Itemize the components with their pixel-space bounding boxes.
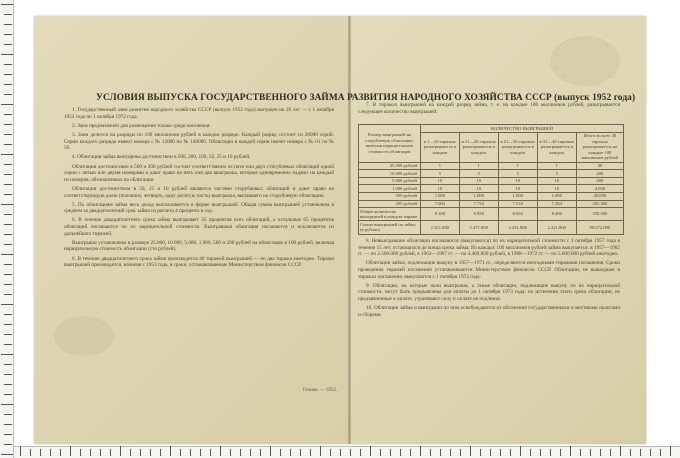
ruler-tick bbox=[1, 104, 13, 105]
table-cell: 1.000 bbox=[459, 192, 498, 200]
ruler-tick bbox=[4, 194, 12, 195]
ruler-tick bbox=[440, 449, 441, 456]
paragraph: 6. В течение двадцатилетнего срока займа выигрывает 35 процентов всех облигаций, а остальные 65 процентов облигаций погашаются по их нарицательной стоимости. Выигравшая облигация погашается и исключается из дальнейших тиражей. bbox=[64, 217, 334, 237]
ruler-tick bbox=[4, 424, 12, 425]
ruler-tick bbox=[4, 414, 12, 415]
ruler-tick bbox=[170, 446, 171, 456]
ruler-tick bbox=[630, 449, 631, 456]
ruler-tick bbox=[1, 204, 13, 205]
ruler-tick bbox=[350, 449, 351, 456]
right-column-text bbox=[358, 238, 620, 321]
table-cell: Общее количество выигрышей в каждом тираже bbox=[359, 208, 421, 221]
ruler-tick bbox=[200, 449, 201, 456]
ruler-tick bbox=[260, 449, 261, 456]
ruler-tick bbox=[610, 449, 611, 456]
ruler-tick bbox=[4, 14, 12, 15]
ruler-tick bbox=[520, 446, 521, 456]
table-row bbox=[359, 200, 624, 208]
ruler-tick bbox=[100, 449, 101, 456]
table-cell: 40 bbox=[576, 162, 623, 170]
ruler-tick bbox=[4, 294, 12, 295]
ruler-tick bbox=[4, 144, 12, 145]
ruler-tick bbox=[270, 446, 271, 456]
ruler-tick bbox=[490, 449, 491, 456]
ruler-tick bbox=[390, 449, 391, 456]
ruler-tick bbox=[660, 449, 661, 456]
ruler-tick bbox=[4, 114, 12, 115]
ruler-tick bbox=[4, 374, 12, 375]
left-column-text bbox=[64, 107, 334, 271]
paper-fold bbox=[348, 16, 351, 444]
ruler-tick bbox=[600, 449, 601, 456]
table-cell: 8.850 bbox=[459, 208, 498, 221]
table-cell: 8.100 bbox=[421, 208, 460, 221]
ruler-tick bbox=[1, 454, 13, 455]
ruler-tick bbox=[4, 34, 12, 35]
table-header-cell: в 11—20 тиражах разыгрывается в каждом bbox=[459, 132, 498, 162]
table-header-cell: в 21—30 тиражах разыгрывается в каждом bbox=[498, 132, 537, 162]
table-cell: 400 bbox=[576, 177, 623, 185]
table-cell: 1 bbox=[459, 162, 498, 170]
paragraph: Облигации займа, подлежащие выкупу в 1957—1971 гг., определяются ежегодными тиражами погашения. Сроки проведения тиражей погашения устанавливаются Министерством финансов СССР. Облигации, не вышедшие в тиражах погашения, выкупаются с 1 октября 1972 года. bbox=[358, 260, 620, 280]
ruler-tick bbox=[320, 446, 321, 456]
ruler-tick bbox=[4, 434, 12, 435]
ruler-tick bbox=[4, 274, 12, 275]
ruler-tick bbox=[640, 449, 641, 456]
ruler-tick bbox=[340, 449, 341, 456]
ruler-tick bbox=[160, 449, 161, 456]
ruler-tick bbox=[4, 394, 12, 395]
table-cell: 40.000 bbox=[576, 192, 623, 200]
table-cell: 10 bbox=[459, 177, 498, 185]
ruler-tick bbox=[540, 449, 541, 456]
ruler-tick bbox=[4, 324, 12, 325]
table-cell: 7.284 bbox=[537, 200, 576, 208]
ruler-tick bbox=[4, 244, 12, 245]
ruler-tick bbox=[480, 449, 481, 456]
paragraph: Выигрыши установлены в размере 25.000, 10.000, 5.000, 1.000, 500 и 200 рублей на облигацию в 100 рублей, включая нарицательную стоимость облигации (сто рублей). bbox=[64, 239, 334, 253]
ruler-tick bbox=[30, 449, 31, 456]
ruler-tick bbox=[20, 446, 21, 456]
ruler-tick bbox=[290, 449, 291, 456]
paragraph: 3. Заем делится на разряды по 100 миллионов рублей в каждом разряде. Каждый разряд состоит из 20000 серий. Серии каждого разряда имеют номера с № 12000 по № 140000. Облигации в каждой серии имеют номера с № 01 по № 50. bbox=[64, 131, 334, 152]
ruler-tick bbox=[4, 214, 12, 215]
ruler-tick bbox=[1, 404, 13, 405]
ruler-tick bbox=[4, 124, 12, 125]
paragraph: Облигации достоинством в 50, 25 и 10 рублей являются частями сторублевых облигаций и дают право на соответствующую долю (половину, четверть, одну десятую часть) выигрыша, выпавшего на сторублевую облигацию. bbox=[64, 185, 334, 199]
table-cell: 7.534 bbox=[498, 200, 537, 208]
prize-table bbox=[358, 124, 624, 235]
table-header-cell: в 31—40 тиражах разыгрывается в каждом bbox=[537, 132, 576, 162]
ruler-tick bbox=[1, 254, 13, 255]
ruler-tick bbox=[570, 446, 571, 456]
ruler-tick bbox=[590, 449, 591, 456]
scan-ruler-bottom bbox=[14, 446, 680, 458]
ruler-tick bbox=[580, 449, 581, 456]
ruler-tick bbox=[4, 84, 12, 85]
table-cell: 1 bbox=[421, 162, 460, 170]
ruler-tick bbox=[60, 449, 61, 456]
ruler-tick bbox=[110, 449, 111, 456]
paragraph: 2. Заем предназначен для размещения только среди населения. bbox=[72, 122, 211, 129]
ruler-tick bbox=[620, 446, 621, 456]
ruler-tick bbox=[4, 384, 12, 385]
ruler-tick bbox=[1, 54, 13, 55]
table-header-cell: в 1—10 тиражах разыгрывается в каждом bbox=[421, 132, 460, 162]
table-cell: 1 bbox=[498, 162, 537, 170]
ruler-tick bbox=[4, 224, 12, 225]
ruler-tick bbox=[140, 449, 141, 456]
table-cell: 2.221.800 bbox=[537, 221, 576, 234]
table-cell: 10 bbox=[498, 185, 537, 193]
ruler-tick bbox=[4, 234, 12, 235]
ruler-tick bbox=[4, 174, 12, 175]
paragraph: Облигации достоинством в 500 и 200 рублей состоят соответственно из пяти или двух стórублевых облигаций одной серии с пятью или двумя номерами и дают право на пять или два выигрыша, которые одновременно падают на каждый из номеров, обозначенных на облигации. bbox=[64, 163, 334, 183]
table-cell: 5 bbox=[537, 170, 576, 178]
ruler-tick bbox=[130, 449, 131, 456]
table-cell: 10 bbox=[498, 177, 537, 185]
table-cell: 10 bbox=[537, 177, 576, 185]
table-cell: 5 bbox=[459, 170, 498, 178]
table-cell: 1.000 bbox=[498, 192, 537, 200]
table-row bbox=[359, 185, 624, 193]
table-cell: 200 рублей bbox=[359, 200, 421, 208]
table-cell: 1.000 bbox=[537, 192, 576, 200]
ruler-tick bbox=[220, 446, 221, 456]
ruler-tick bbox=[240, 449, 241, 456]
ruler-tick bbox=[4, 334, 12, 335]
ruler-tick bbox=[80, 449, 81, 456]
ruler-tick bbox=[70, 446, 71, 456]
table-row bbox=[359, 170, 624, 178]
table-cell: 10 bbox=[459, 185, 498, 193]
table-row bbox=[359, 192, 624, 200]
ruler-tick bbox=[4, 44, 12, 45]
ruler-tick bbox=[4, 134, 12, 135]
table-header-group: КОЛИЧЕСТВО ВЫИГРЫШЕЙ bbox=[421, 125, 624, 133]
table-row bbox=[359, 162, 624, 170]
ruler-tick bbox=[250, 449, 251, 456]
ruler-tick bbox=[50, 449, 51, 456]
table-cell: 305.360 bbox=[576, 200, 623, 208]
ruler-tick bbox=[510, 449, 511, 456]
paragraph: 8. Невыигравшие облигации погашаются (выкупаются) по их нарицательной стоимости с 1 октября 1957 года в течение 15 лет, остающихся до конца срока займа. Из каждых 100 миллионов рублей займа выкупается: в 1957—1962 гг. — по 2.500.000 рублей, в 1963—1967 гг. — по 4.400.000 рублей, в 1968—1972 гг. — по 5.600.000 рублей ежегодно. bbox=[358, 238, 620, 258]
ruler-tick bbox=[300, 449, 301, 456]
paper-stain bbox=[550, 36, 620, 86]
table-cell: 1.000 рублей bbox=[359, 185, 421, 193]
ruler-tick bbox=[280, 449, 281, 456]
table-cell: 4.000 bbox=[576, 185, 623, 193]
ruler-tick bbox=[180, 449, 181, 456]
ruler-tick bbox=[370, 446, 371, 456]
ruler-tick bbox=[230, 449, 231, 456]
ruler-tick bbox=[4, 264, 12, 265]
paragraph: 10. Облигации займа и выигрыши по ним освобождаются от обложения государственными и местными налогами и сборами. bbox=[358, 305, 620, 318]
printer-imprint: Гознак — 1952. bbox=[303, 387, 338, 393]
table-cell: 5 bbox=[421, 170, 460, 178]
table-cell: 2.231.800 bbox=[498, 221, 537, 234]
ruler-tick bbox=[560, 449, 561, 456]
ruler-tick bbox=[650, 449, 651, 456]
paragraph: 7. В тиражах выигрышей на каждый разряд займа, т. е. на каждые 100 миллионов рублей, разыгрывается следующее количество выигрышей: bbox=[358, 102, 620, 115]
table-cell: 10 bbox=[421, 177, 460, 185]
paragraph: 6. В течение двадцатилетнего срока займа производится 40 тиражей выигрышей — по два тиража ежегодно. Тиражи выигрышей производятся, начиная с 1953 года, в сроки, устанавливаемые Министерством финансов СССР. bbox=[64, 255, 334, 269]
ruler-tick bbox=[330, 449, 331, 456]
table-cell: 25.000 рублей bbox=[359, 162, 421, 170]
ruler-tick bbox=[40, 449, 41, 456]
ruler-tick bbox=[430, 449, 431, 456]
ruler-tick bbox=[310, 449, 311, 456]
ruler-tick bbox=[4, 344, 12, 345]
scan-ruler-left bbox=[0, 0, 14, 458]
table-cell: 10 bbox=[421, 185, 460, 193]
ruler-tick bbox=[420, 446, 421, 456]
table-cell: 2.271.800 bbox=[459, 221, 498, 234]
paragraph: 4. Облигации займа выпущены достоинством в 500, 200, 100, 50, 25 и 10 рублей. bbox=[72, 154, 251, 161]
table-cell: Сумма выигрышей по займу (в рублях) bbox=[359, 221, 421, 234]
table-header-cell: Размер выигрышей на сторублевую облигацию, включая нарицательную стоимость облигации bbox=[359, 125, 421, 163]
ruler-tick bbox=[4, 164, 12, 165]
table-cell: 350.000 bbox=[576, 208, 623, 221]
ruler-tick bbox=[4, 314, 12, 315]
ruler-tick bbox=[4, 24, 12, 25]
table-cell: 1.000 bbox=[421, 192, 460, 200]
ruler-tick bbox=[360, 449, 361, 456]
ruler-tick bbox=[550, 449, 551, 456]
table-cell: 8.650 bbox=[498, 208, 537, 221]
ruler-tick bbox=[530, 449, 531, 456]
table-cell: 500 рублей bbox=[359, 192, 421, 200]
ruler-tick bbox=[500, 449, 501, 456]
ruler-tick bbox=[400, 449, 401, 456]
table-cell: 8.400 bbox=[537, 208, 576, 221]
table-cell: 5 bbox=[498, 170, 537, 178]
right-column-intro bbox=[358, 102, 620, 118]
ruler-tick bbox=[120, 446, 121, 456]
ruler-tick bbox=[4, 94, 12, 95]
table-row bbox=[359, 177, 624, 185]
table-cell: 7.084 bbox=[421, 200, 460, 208]
document-title: УСЛОВИЯ ВЫПУСКА ГОСУДАРСТВЕННОГО ЗАЙМА РАЗВИТИЯ НАРОДНОГО ХОЗЯЙСТВА СССР (выпуск 1952 года) bbox=[96, 93, 636, 103]
ruler-tick bbox=[1, 4, 13, 5]
ruler-tick bbox=[1, 154, 13, 155]
paragraph: 1. Государственный заем развития народного хозяйства СССР (выпуск 1952 года) выпущен на 20 лет — с 1 октября 1952 года по 1 октября 1972 года. bbox=[64, 107, 334, 120]
ruler-tick bbox=[1, 354, 13, 355]
paragraph: 9. Облигации, на которые пали выигрыши, а также облигации, подлежащие выкупу по их нарицательной стоимости, могут быть предъявлены для оплаты до 1 октября 1973 года; по истечении этого срока облигации, не предъявленные к оплате, утрачивают силу и оплате не подлежат. bbox=[358, 282, 620, 302]
table-total-row bbox=[359, 208, 624, 221]
ruler-tick bbox=[4, 74, 12, 75]
table-cell: 1 bbox=[537, 162, 576, 170]
ruler-tick bbox=[460, 449, 461, 456]
ruler-tick bbox=[4, 284, 12, 285]
table-cell: 7.734 bbox=[459, 200, 498, 208]
ruler-tick bbox=[4, 364, 12, 365]
table-cell: 2.321.800 bbox=[421, 221, 460, 234]
ruler-tick bbox=[4, 64, 12, 65]
table-cell: 10 bbox=[537, 185, 576, 193]
table-cell: 90.072.000 bbox=[576, 221, 623, 234]
paragraph: 5. По облигациям займа весь доход выплачивается в форме выигрышей. Общая сумма выигрышей установлена в среднем за двадцатилетний срок займа из расчета 4 процента в год. bbox=[64, 201, 334, 215]
table-total-row bbox=[359, 221, 624, 234]
ruler-tick bbox=[450, 449, 451, 456]
ruler-tick bbox=[380, 449, 381, 456]
ruler-tick bbox=[90, 449, 91, 456]
ruler-tick bbox=[410, 449, 411, 456]
table-cell: 5.000 рублей bbox=[359, 177, 421, 185]
table-header-cell: Итого во всех 40 тиражах разыгрывается на каждые 100 миллионов рублей bbox=[576, 132, 623, 162]
ruler-tick bbox=[470, 446, 471, 456]
ruler-tick bbox=[4, 184, 12, 185]
ruler-tick bbox=[4, 444, 12, 445]
paper-stain bbox=[54, 316, 114, 356]
ruler-tick bbox=[1, 304, 13, 305]
ruler-tick bbox=[150, 449, 151, 456]
ruler-tick bbox=[670, 446, 671, 456]
ruler-tick bbox=[210, 449, 211, 456]
table-cell: 10.000 рублей bbox=[359, 170, 421, 178]
table-cell: 200 bbox=[576, 170, 623, 178]
ruler-tick bbox=[190, 449, 191, 456]
